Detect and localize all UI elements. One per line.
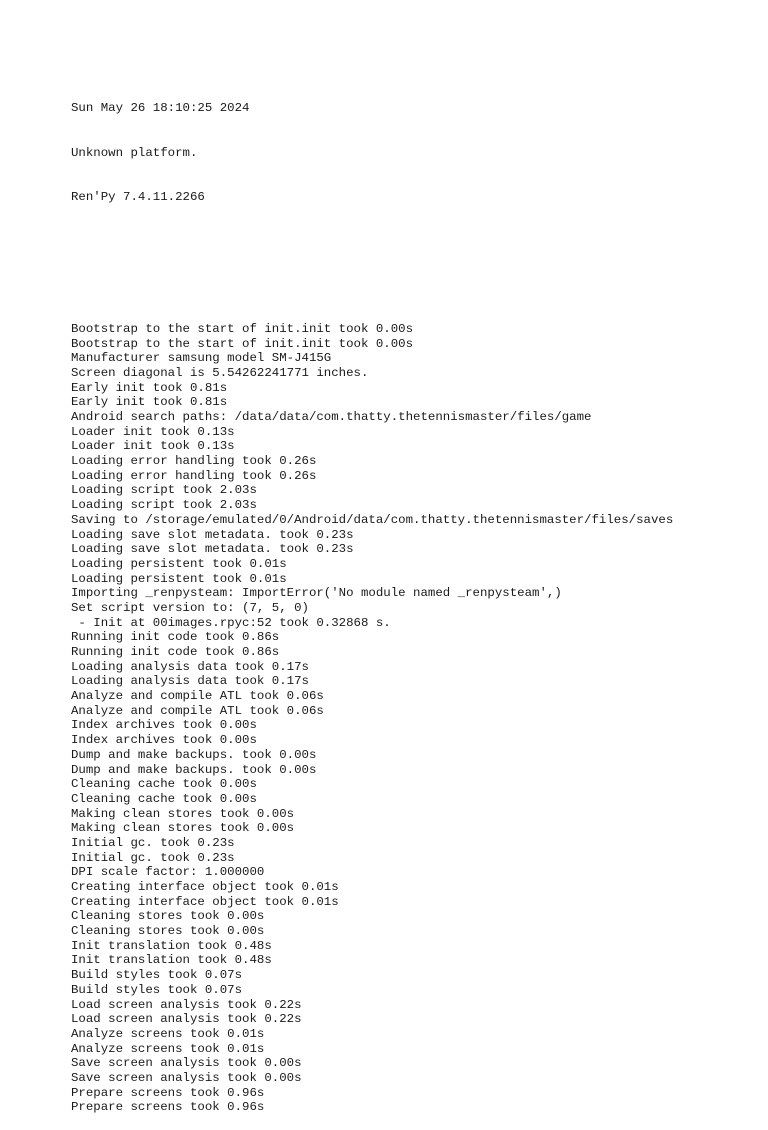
log-line: Loading persistent took 0.01s [71,571,287,586]
log-lines [71,322,673,1115]
log-line: Running init code took 0.86s [71,630,280,645]
log-line: Bootstrap to the start of init.init took 0.00s [71,336,414,351]
log-line: DPI scale factor: 1.000000 [71,865,265,880]
log-line: Initial gc. took 0.23s [71,835,235,850]
log-line: Making clean stores took 0.00s [71,821,295,836]
log-line: Cleaning cache took 0.00s [71,777,257,792]
log-line: Early init took 0.81s [71,380,228,395]
log-platform: Unknown platform. [71,145,198,160]
log-line: Save screen analysis took 0.00s [71,1070,302,1085]
log-line: Creating interface object took 0.01s [71,880,339,894]
log-line: Prepare screens took 0.96s [71,1085,265,1100]
log-line: Cleaning stores took 0.00s [71,909,265,924]
log-line: Dump and make backups. took 0.00s [71,747,317,762]
log-line: Android search paths: /data/data/com.thatty.thetennismaster/files/game [71,410,592,424]
log-line: Analyze screens took 0.01s [71,1041,265,1056]
log-line: - Init at 00images.rpyc:52 took 0.32868 s. [71,615,391,630]
log-line: Loader init took 0.13s [71,439,235,454]
log-line: Save screen analysis took 0.00s [71,1056,302,1071]
log-line: Index archives took 0.00s [71,718,257,733]
log-line: Loading error handling took 0.26s [71,468,317,483]
log-line: Loading script took 2.03s [71,483,257,498]
log-line: Build styles took 0.07s [71,968,243,983]
log-timestamp: Sun May 26 18:10:25 2024 [71,101,250,116]
log-line: Analyze screens took 0.01s [71,1026,265,1041]
log-line: Analyze and compile ATL took 0.06s [71,689,324,704]
log-line: Init translation took 0.48s [71,938,272,953]
log-line: Bootstrap to the start of init.init took 0.00s [71,321,414,336]
log-line: Dump and make backups. took 0.00s [71,762,317,777]
log-line: Creating interface object took 0.01s [71,894,339,909]
log-line: Loading analysis data took 0.17s [71,659,309,674]
log-line: Importing _renpysteam: ImportError('No module named _renpysteam',) [71,586,562,601]
log-line: Loading error handling took 0.26s [71,454,317,469]
log-line: Load screen analysis took 0.22s [71,1012,302,1027]
log-line: Index archives took 0.00s [71,733,257,748]
log-line: Making clean stores took 0.00s [71,806,295,821]
log-line: Loader init took 0.13s [71,424,235,439]
log-line: Cleaning cache took 0.00s [71,791,257,806]
log-line: Saving to /storage/emulated/0/Android/data/com.thatty.thetennismaster/files/saves [71,512,674,527]
log-line: Build styles took 0.07s [71,982,243,997]
log-line: Prepare screens took 0.96s [71,1100,265,1115]
log-line: Init translation took 0.48s [71,953,272,968]
log-text [71,72,673,1130]
log-blank-line [71,234,673,249]
log-line: Set script version to: (7, 5, 0) [71,600,309,615]
log-line: Loading save slot metadata. took 0.23s [71,527,354,542]
log-line: Loading analysis data took 0.17s [71,674,309,689]
log-line: Loading save slot metadata. took 0.23s [71,542,354,557]
log-line: Screen diagonal is 5.54262241771 inches. [71,365,369,380]
log-line: Cleaning stores took 0.00s [71,924,265,939]
log-line: Loading persistent took 0.01s [71,556,287,571]
log-version: Ren'Py 7.4.11.2266 [71,189,205,204]
log-line: Early init took 0.81s [71,395,228,410]
log-line: Manufacturer samsung model SM-J415G [71,351,332,366]
log-blank-line [71,278,673,293]
log-line: Loading script took 2.03s [71,498,257,513]
log-line: Load screen analysis took 0.22s [71,997,302,1012]
log-line: Analyze and compile ATL took 0.06s [71,703,324,718]
log-line: Running init code took 0.86s [71,645,280,659]
log-line: Initial gc. took 0.23s [71,850,235,865]
